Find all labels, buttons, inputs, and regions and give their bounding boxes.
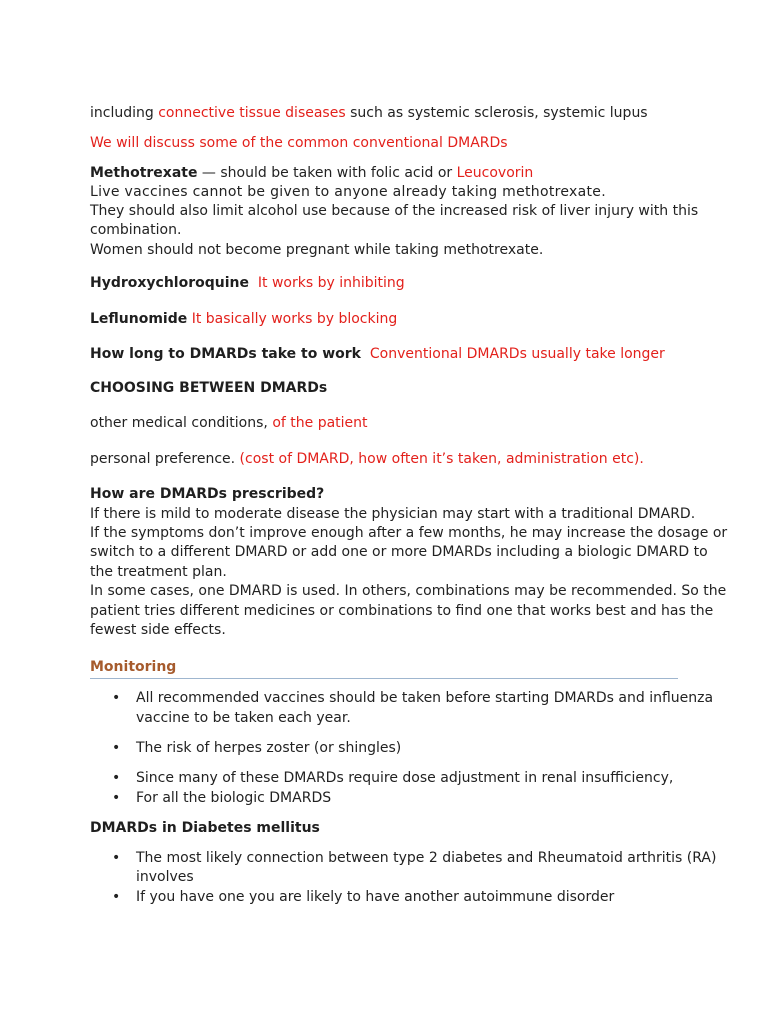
leucovorin-highlight: Leucovorin [456, 165, 534, 181]
leflunomide-text: It basically works by blocking [191, 311, 398, 327]
bullet-icon: • [112, 850, 121, 866]
how-long-text: Conventional DMARDs usually take longer [369, 346, 665, 362]
list-item: For all the biologic DMARDS [136, 790, 332, 806]
bullet-icon: • [112, 690, 121, 706]
prescribed-line: In some cases, one DMARD is used. In others, combinations may be recommended. So the [90, 583, 727, 599]
list-item-cont: involves [136, 869, 194, 885]
list-item: All recommended vaccines should be taken before starting DMARDs and influenza [136, 690, 714, 706]
monitoring-divider [90, 678, 678, 679]
leflunomide-line [90, 310, 690, 330]
hcq-line [90, 274, 690, 294]
prescribed-line: patient tries different medicines or combinations to find one that works best and has the [90, 603, 714, 619]
cost-highlight: (cost of DMARD, how often it’s taken, administration etc). [239, 451, 644, 467]
methotrexate-title: Methotrexate [90, 165, 198, 181]
list-item: The most likely connection between type 2 diabetes and Rheumatoid arthritis (RA) [136, 850, 717, 866]
prescribed-line: If there is mild to moderate disease the physician may start with a traditional DMARD. [90, 506, 696, 522]
prescribed-line: If the symptoms don’t improve enough after a few months, he may increase the dosage or [90, 525, 728, 541]
bullet-icon: • [112, 790, 121, 806]
methotrexate-heading-line [90, 164, 690, 184]
list-item-cont: vaccine to be taken each year. [136, 710, 351, 726]
medical-conditions-text: other medical conditions, [90, 415, 273, 431]
diabetes-heading: DMARDs in Diabetes mellitus [90, 820, 320, 836]
bullet-icon: • [112, 740, 121, 756]
personal-preference-text: personal preference. [90, 451, 240, 467]
bullet-icon: • [112, 889, 121, 905]
methotrexate-line-4: combination. [90, 222, 182, 238]
prescribed-line: switch to a different DMARD or add one or more DMARDs including a biologic DMARD to [90, 544, 708, 560]
prescribed-line: the treatment plan. [90, 564, 227, 580]
leflunomide-title: Leflunomide [90, 311, 188, 327]
connective-tissue-highlight: connective tissue diseases [158, 105, 346, 121]
methotrexate-line-5: Women should not become pregnant while taking methotrexate. [90, 242, 544, 258]
bullet-icon: • [112, 770, 121, 786]
prescribed-line: fewest side effects. [90, 622, 226, 638]
how-long-line [90, 345, 690, 365]
methotrexate-line-2: Live vaccines cannot be given to anyone already taking methotrexate. [90, 184, 606, 200]
intro-text: including [90, 105, 159, 121]
intro-text-cont: such as systemic sclerosis, systemic lupus [345, 105, 648, 121]
intro-paragraph [90, 104, 690, 124]
prescribed-heading: How are DMARDs prescribed? [90, 486, 325, 502]
methotrexate-line-3: They should also limit alcohol use because of the increased risk of liver injury with this [90, 203, 699, 219]
monitoring-heading: Monitoring [90, 659, 177, 675]
methotrexate-note: — should be taken with folic acid or [197, 165, 457, 181]
choosing-line-1 [90, 414, 690, 434]
list-item: The risk of herpes zoster (or shingles) [136, 740, 402, 756]
list-item: Since many of these DMARDs require dose adjustment in renal insufficiency, [136, 770, 674, 786]
how-long-title: How long to DMARDs take to work [90, 346, 361, 362]
list-item: If you have one you are likely to have another autoimmune disorder [136, 889, 615, 905]
of-patient-highlight: of the patient [272, 415, 368, 431]
discuss-line: We will discuss some of the common conventional DMARDs [90, 135, 508, 151]
choosing-line-2 [90, 450, 690, 470]
hcq-title: Hydroxychloroquine [90, 275, 249, 291]
hcq-text: It works by inhibiting [257, 275, 405, 291]
choosing-heading: CHOOSING BETWEEN DMARDs [90, 380, 328, 396]
